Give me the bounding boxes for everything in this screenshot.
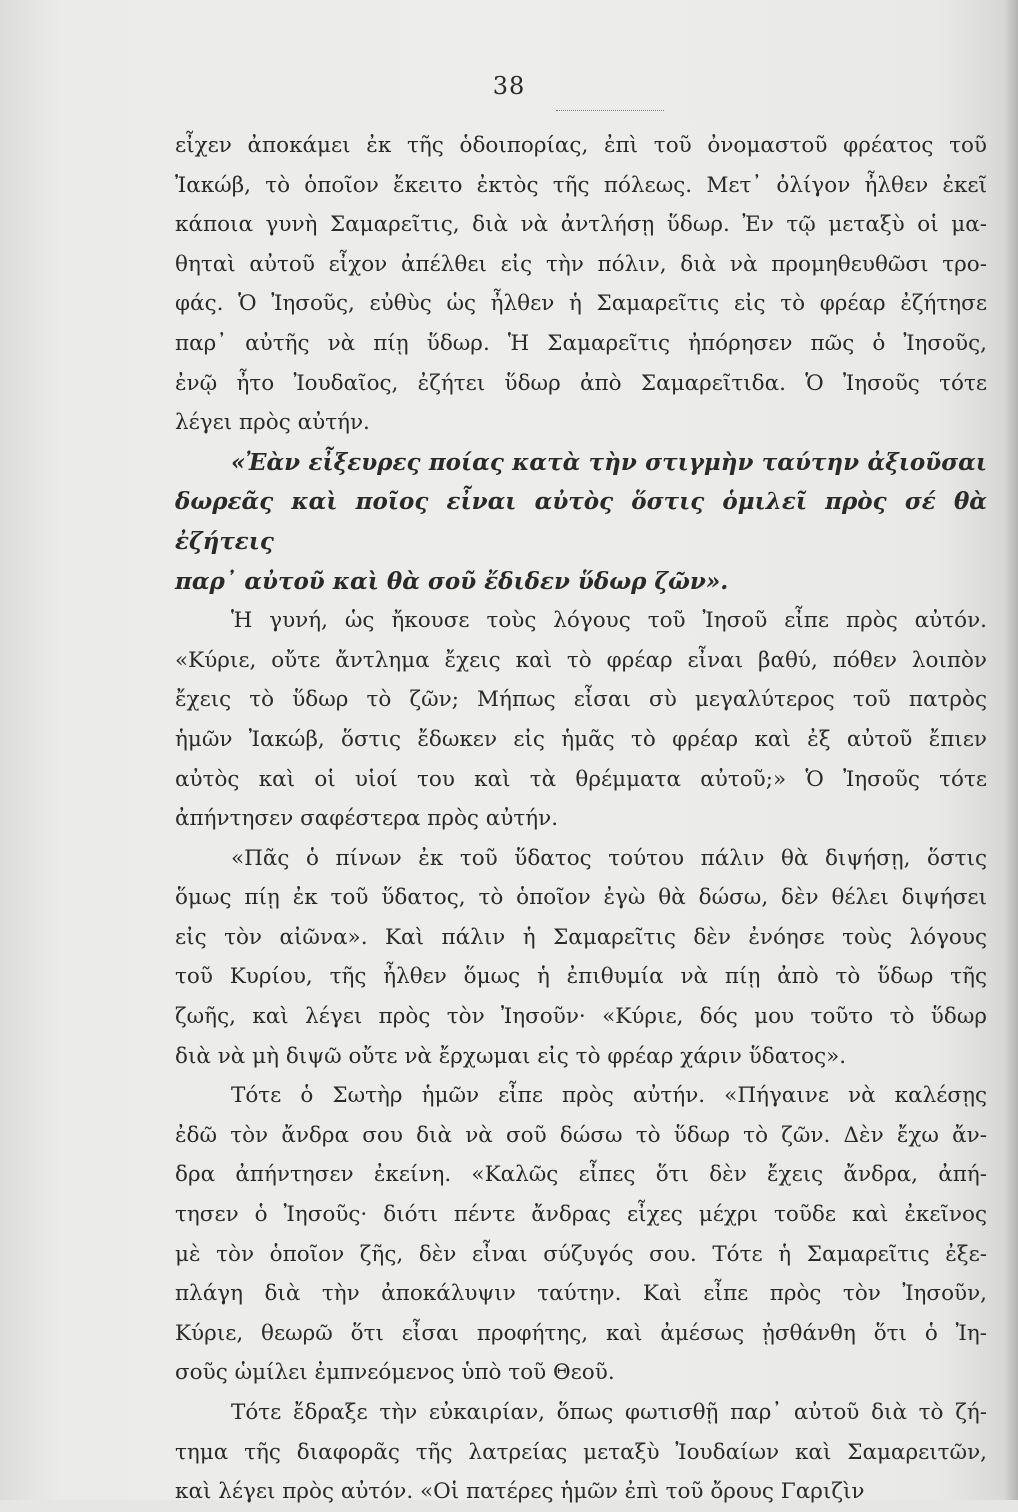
text-line: «Κύριε, οὔτε ἄντλημα ἔχεις καὶ τὸ φρέαρ εἶναι βαθύ, πόθεν λοιπὸν <box>175 647 987 673</box>
text-line: μὲ τὸν ὁποῖον ζῆς, δὲν εἶναι σύζυγός σου. Τότε ἡ Σαμαρεῖτις ἐξε- <box>175 1241 987 1267</box>
text-line: Ἡ γυνή, ὡς ἤκουσε τοὺς λόγους τοῦ Ἰησοῦ εἶπε πρὸς αὐτόν. <box>231 608 987 634</box>
text-line: ἔχεις τὸ ὕδωρ τὸ ζῶν; Μήπως εἶσαι σὺ μεγαλύτερος τοῦ πατρὸς <box>175 687 987 713</box>
text-line: ἐδῶ τὸν ἄνδρα σου διὰ νὰ σοῦ δώσω τὸ ὕδωρ τὸ ζῶν. Δὲν ἔχω ἄν- <box>175 1122 987 1148</box>
text-line: Ἰακώβ, τὸ ὁποῖον ἔκειτο ἐκτὸς τῆς πόλεως. Μετ᾽ ὀλίγον ἦλθεν ἐκεῖ <box>175 172 987 198</box>
text-line: Τότε ὁ Σωτὴρ ἡμῶν εἶπε πρὸς αὐτήν. «Πήγαινε νὰ καλέσῃς <box>231 1083 987 1109</box>
body-text <box>175 126 987 1512</box>
emphasized-quote-line: «Ἐὰν εἶξευρες ποίας κατὰ τὴν στιγμὴν ταύτην ἀξιοῦσαι <box>231 448 987 476</box>
text-line: καὶ λέγει πρὸς αὐτόν. «Οἱ πατέρες ἡμῶν ἐπὶ τοῦ ὄρους Γαριζὶν <box>175 1479 865 1505</box>
text-line: τημα τῆς διαφορᾶς τῆς λατρείας μεταξὺ Ἰουδαίων καὶ Σαμαρειτῶν, <box>175 1439 987 1465</box>
text-line: Κύριε, θεωρῶ ὅτι εἶσαι προφήτης, καὶ ἀμέσως ᾐσθάνθη ὅτι ὁ Ἰη- <box>175 1320 987 1346</box>
text-line: ἀπήντησεν σαφέστερα πρὸς αὐτήν. <box>175 806 559 832</box>
text-line: διὰ νὰ μὴ διψῶ οὔτε νὰ ἔρχωμαι εἰς τὸ φρέαρ χάριν ὕδατος». <box>175 1043 847 1069</box>
text-line: ζωῆς, καὶ λέγει πρὸς τὸν Ἰησοῦν· «Κύριε, δός μου τοῦτο τὸ ὕδωρ <box>175 1004 987 1030</box>
text-line: τησεν ὁ Ἰησοῦς· διότι πέντε ἄνδρας εἶχες μέχρι τοῦδε καὶ ἐκεῖνος <box>175 1202 987 1228</box>
text-line: ὅμως πίῃ ἐκ τοῦ ὕδατος, τὸ ὁποῖον ἐγὼ θὰ δώσω, δὲν θέλει διψήσει <box>175 885 987 911</box>
text-line: τοῦ Κυρίου, τῆς ἦλθεν ὅμως ἡ ἐπιθυμία νὰ πίῃ ἀπὸ τὸ ὕδωρ τῆς <box>175 964 987 990</box>
emphasized-quote-line: δωρεᾶς καὶ ποῖος εἶναι αὐτὸς ὅστις ὁμιλεῖ πρὸς σέ θὰ ἐζήτεις <box>175 488 987 555</box>
text-line: φάς. Ὁ Ἰησοῦς, εὐθὺς ὡς ἦλθεν ἡ Σαμαρεῖτις εἰς τὸ φρέαρ ἐζήτησε <box>175 291 987 317</box>
text-line: εἰς τὸν αἰῶνα». Καὶ πάλιν ἡ Σαμαρεῖτις δὲν ἐνόησε τοὺς λόγους <box>175 924 987 950</box>
text-line: πλάγη διὰ τὴν ἀποκάλυψιν ταύτην. Καὶ εἶπε πρὸς τὸν Ἰησοῦν, <box>175 1281 987 1307</box>
text-line: αὐτὸς καὶ οἱ υἱοί του καὶ τὰ θρέμματα αὐτοῦ;» Ὁ Ἰησοῦς τότε <box>175 766 987 792</box>
header-rule <box>556 110 664 111</box>
text-line: θηταὶ αὐτοῦ εἶχον ἀπέλθει εἰς τὴν πόλιν, διὰ νὰ προμηθευθῶσι τρο- <box>175 251 987 277</box>
text-line: «Πᾶς ὁ πίνων ἐκ τοῦ ὕδατος τούτου πάλιν θὰ διψήσῃ, ὅστις <box>231 845 987 871</box>
text-line: λέγει πρὸς αὐτήν. <box>175 410 370 436</box>
text-line: Τότε ἔδραξε τὴν εὐκαιρίαν, ὅπως φωτισθῇ παρ᾽ αὐτοῦ διὰ τὸ ζή- <box>231 1400 987 1425</box>
text-line: σοῦς ὡμίλει ἐμπνεόμενος ὑπὸ τοῦ Θεοῦ. <box>175 1360 615 1386</box>
page-number: 38 <box>492 72 526 100</box>
text-line: ἐνῷ ἦτο Ἰουδαῖος, ἐζήτει ὕδωρ ἀπὸ Σαμαρεῖτιδα. Ὁ Ἰησοῦς τότε <box>175 370 987 396</box>
text-line: παρ᾽ αὐτῆς νὰ πίῃ ὕδωρ. Ἡ Σαμαρεῖτις ἠπόρησεν πῶς ὁ Ἰησοῦς, <box>175 330 987 356</box>
text-line: ἡμῶν Ἰακώβ, ὅστις ἔδωκεν εἰς ἡμᾶς τὸ φρέαρ καὶ ἐξ αὐτοῦ ἔπιεν <box>175 726 987 752</box>
text-line: κάποια γυνὴ Σαμαρεῖτις, διὰ νὰ ἀντλήσῃ ὕδωρ. Ἐν τῷ μεταξὺ οἱ μα- <box>175 212 987 238</box>
page-edge-shadow <box>1004 0 1018 1500</box>
emphasized-quote-line: παρ᾽ αὐτοῦ καὶ θὰ σοῦ ἔδιδεν ὕδωρ ζῶν». <box>175 567 729 595</box>
text-line: δρα ἀπήντησεν ἐκείνη. «Καλῶς εἶπες ὅτι δὲν ἔχεις ἄνδρα, ἀπή- <box>175 1162 987 1188</box>
text-line: εἶχεν ἀποκάμει ἐκ τῆς ὁδοιπορίας, ἐπὶ τοῦ ὀνομαστοῦ φρέατος τοῦ <box>175 133 987 158</box>
